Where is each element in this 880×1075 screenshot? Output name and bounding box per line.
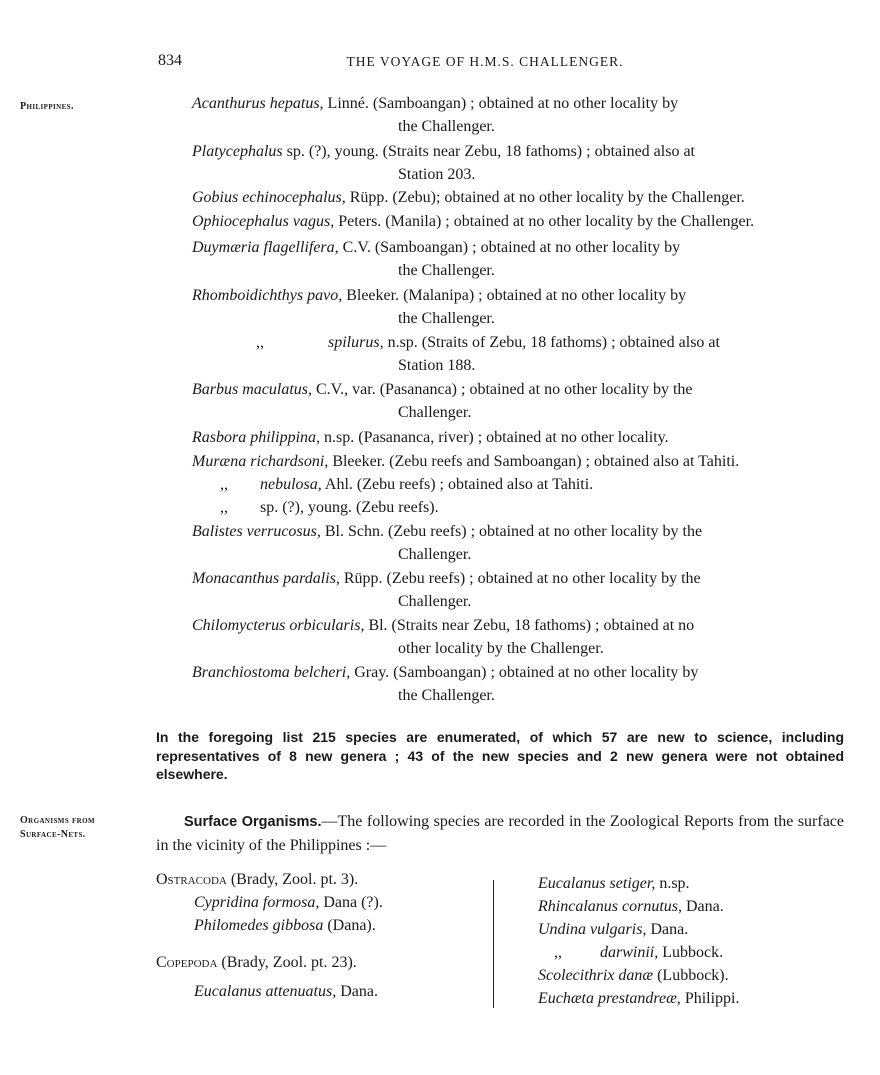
species-name: Rhomboidichthys pavo, xyxy=(192,287,343,304)
species-authority: Dana. xyxy=(646,921,689,938)
species-name: Rasbora philippina, xyxy=(192,429,321,446)
species-continuation: the Challenger. xyxy=(398,687,495,704)
column-divider xyxy=(493,880,494,1008)
species-entry xyxy=(192,567,844,613)
species-name: Eucalanus setiger, xyxy=(538,875,656,892)
species-name: Chilomycterus orbicularis, xyxy=(192,617,365,634)
species-authority: Philippi. xyxy=(680,990,740,1007)
margin-note-organisms-line1: Organisms from xyxy=(20,815,95,826)
species-continuation: Station 188. xyxy=(398,357,476,374)
species-line xyxy=(192,381,693,398)
species-authority: Lubbock. xyxy=(658,944,724,961)
species-entry xyxy=(192,473,844,496)
species-note: Ahl. (Zebu reefs) ; obtained also at Tahiti. xyxy=(321,476,594,493)
species-line xyxy=(192,213,754,230)
copepoda-item xyxy=(538,987,858,1010)
species-note: n.sp. (Pasananca, river) ; obtained at no other locality. xyxy=(320,429,669,446)
ditto-mark: ,, xyxy=(220,476,228,493)
species-entry xyxy=(192,520,844,566)
species-note: C.V., var. (Pasananca) ; obtained at no other locality by the xyxy=(312,381,693,398)
species-line xyxy=(192,95,678,112)
species-continuation: other locality by the Challenger. xyxy=(398,640,604,657)
summary-paragraph: In the foregoing list 215 species are enumerated, of which 57 are new to science, including representatives of 8 new genera ; 43 of the new species and 2 new genera were not obtained elsewhere. xyxy=(156,729,844,782)
spacer xyxy=(156,937,486,951)
species-authority: n.sp. xyxy=(655,875,690,892)
species-note: Gray. (Samboangan) ; obtained at no other locality by xyxy=(350,664,699,681)
species-note: Peters. (Manila) ; obtained at no other locality by the Challenger. xyxy=(334,213,755,230)
species-name: Acanthurus hepatus xyxy=(192,95,320,112)
species-entry xyxy=(192,378,844,424)
species-note: n.sp. (Straits of Zebu, 18 fathoms) ; obtained also at xyxy=(383,334,720,351)
copepoda-item xyxy=(538,895,858,918)
species-entry xyxy=(192,284,844,330)
species-continuation: the Challenger. xyxy=(398,310,495,327)
surface-paragraph xyxy=(156,810,844,857)
margin-note-organisms-line2: Surface-Nets. xyxy=(20,829,86,840)
species-note: C.V. (Samboangan) ; obtained at no other locality by xyxy=(338,239,681,256)
species-continuation: Challenger. xyxy=(398,404,472,421)
ostracoda-item xyxy=(156,914,486,937)
species-note: sp. (?), young. (Straits near Zebu, 18 fathoms) ; obtained also at xyxy=(282,143,695,160)
species-note: Rüpp. (Zebu); obtained at no other locality by the Challenger. xyxy=(345,189,745,206)
species-entry xyxy=(192,140,844,186)
running-title: THE VOYAGE OF H.M.S. CHALLENGER. xyxy=(346,54,624,69)
species-name: Scolecithrix danæ xyxy=(538,967,654,984)
species-name: Branchiostoma belcheri, xyxy=(192,664,351,681)
species-name: Monacanthus pardalis, xyxy=(192,570,340,587)
species-entry xyxy=(192,92,844,138)
species-name: darwinii, xyxy=(600,944,659,961)
species-authority: (Dana). xyxy=(323,917,376,934)
ditto-mark: ,, xyxy=(256,334,264,351)
surface-text: —The following species are recorded in the Zoological Reports from the surface in the vicinity of the Philippines :— xyxy=(156,813,845,854)
species-line xyxy=(192,429,669,446)
species-line xyxy=(192,239,680,256)
species-continuation: Challenger. xyxy=(398,546,472,563)
species-entry xyxy=(192,186,844,209)
ostracoda-item xyxy=(156,891,486,914)
species-entry xyxy=(192,236,844,282)
species-entry xyxy=(192,661,844,707)
species-continuation: the Challenger. xyxy=(398,118,495,135)
species-line xyxy=(192,476,593,493)
group-ostracoda-title: Ostracoda xyxy=(156,871,227,888)
copepoda-item xyxy=(538,872,858,895)
group-copepoda-ref: (Brady, Zool. pt. 23). xyxy=(217,954,357,971)
copepoda-item xyxy=(538,964,858,987)
species-name: nebulosa, xyxy=(260,476,322,493)
species-name: Platycephalus xyxy=(192,143,283,160)
species-note: Bleeker. (Zebu reefs and Samboangan) ; obtained also at Tahiti. xyxy=(328,453,740,470)
species-authority: Dana. xyxy=(682,898,724,915)
species-note: Bl. (Straits near Zebu, 18 fathoms) ; obtained at no xyxy=(364,617,695,634)
group-copepoda xyxy=(156,951,486,974)
ditto-mark: ,, xyxy=(554,944,562,961)
species-authority: Dana (?). xyxy=(319,894,383,911)
species-name: Cypridina formosa, xyxy=(194,894,320,911)
species-entry xyxy=(192,426,844,449)
species-line xyxy=(192,523,702,540)
group-ostracoda xyxy=(156,868,486,891)
species-name: Balistes verrucosus, xyxy=(192,523,321,540)
ditto-mark: ,, xyxy=(220,499,228,516)
copepoda-item xyxy=(156,980,486,1003)
species-line xyxy=(192,499,439,516)
species-name: Philomedes gibbosa xyxy=(194,917,324,934)
species-name: Undina vulgaris, xyxy=(538,921,647,938)
species-name: Muræna richardsoni, xyxy=(192,453,329,470)
species-line xyxy=(192,453,739,470)
species-continuation: Station 203. xyxy=(398,166,476,183)
species-line xyxy=(192,617,694,634)
species-entry xyxy=(192,450,844,473)
species-entry xyxy=(192,331,844,377)
species-name: Barbus maculatus, xyxy=(192,381,312,398)
species-name: Duymæria flagellifera, xyxy=(192,239,339,256)
species-name: Rhincalanus cornutus, xyxy=(538,898,682,915)
species-continuation: the Challenger. xyxy=(398,262,495,279)
species-name: spilurus, xyxy=(328,334,384,351)
species-continuation: Challenger. xyxy=(398,593,472,610)
group-ostracoda-ref: (Brady, Zool. pt. 3). xyxy=(226,871,359,888)
species-name: Eucalanus attenuatus, xyxy=(194,983,337,1000)
species-name: Euchæta prestandreæ, xyxy=(538,990,681,1007)
margin-note-organisms xyxy=(20,814,95,842)
species-line xyxy=(192,664,698,681)
left-species-column xyxy=(156,868,486,1003)
species-note: Bl. Schn. (Zebu reefs) ; obtained at no other locality by the xyxy=(320,523,703,540)
species-note: Bleeker. (Malanipa) ; obtained at no other locality by xyxy=(342,287,687,304)
margin-note-philippines: Philippines. xyxy=(20,101,74,112)
copepoda-item xyxy=(538,918,858,941)
species-line xyxy=(192,287,686,304)
species-note: , Linné. (Samboangan) ; obtained at no other locality by xyxy=(319,95,679,112)
species-line xyxy=(192,143,695,160)
species-note: Rüpp. (Zebu reefs) ; obtained at no other locality by the xyxy=(339,570,701,587)
surface-lead: Surface Organisms. xyxy=(184,814,322,830)
species-entry xyxy=(192,614,844,660)
species-authority: Dana. xyxy=(336,983,378,1000)
copepoda-item xyxy=(538,941,858,964)
group-copepoda-title: Copepoda xyxy=(156,954,218,971)
page-number: 834 xyxy=(158,52,182,69)
species-note: sp. (?), young. (Zebu reefs). xyxy=(260,499,439,516)
species-name: Gobius echinocephalus, xyxy=(192,189,346,206)
species-line xyxy=(192,334,720,351)
species-authority: (Lubbock). xyxy=(653,967,729,984)
species-entry xyxy=(192,210,844,233)
species-entry xyxy=(192,496,844,519)
species-name: Ophiocephalus vagus, xyxy=(192,213,335,230)
species-line xyxy=(192,189,745,206)
right-species-column xyxy=(538,872,858,1010)
species-line xyxy=(192,570,701,587)
